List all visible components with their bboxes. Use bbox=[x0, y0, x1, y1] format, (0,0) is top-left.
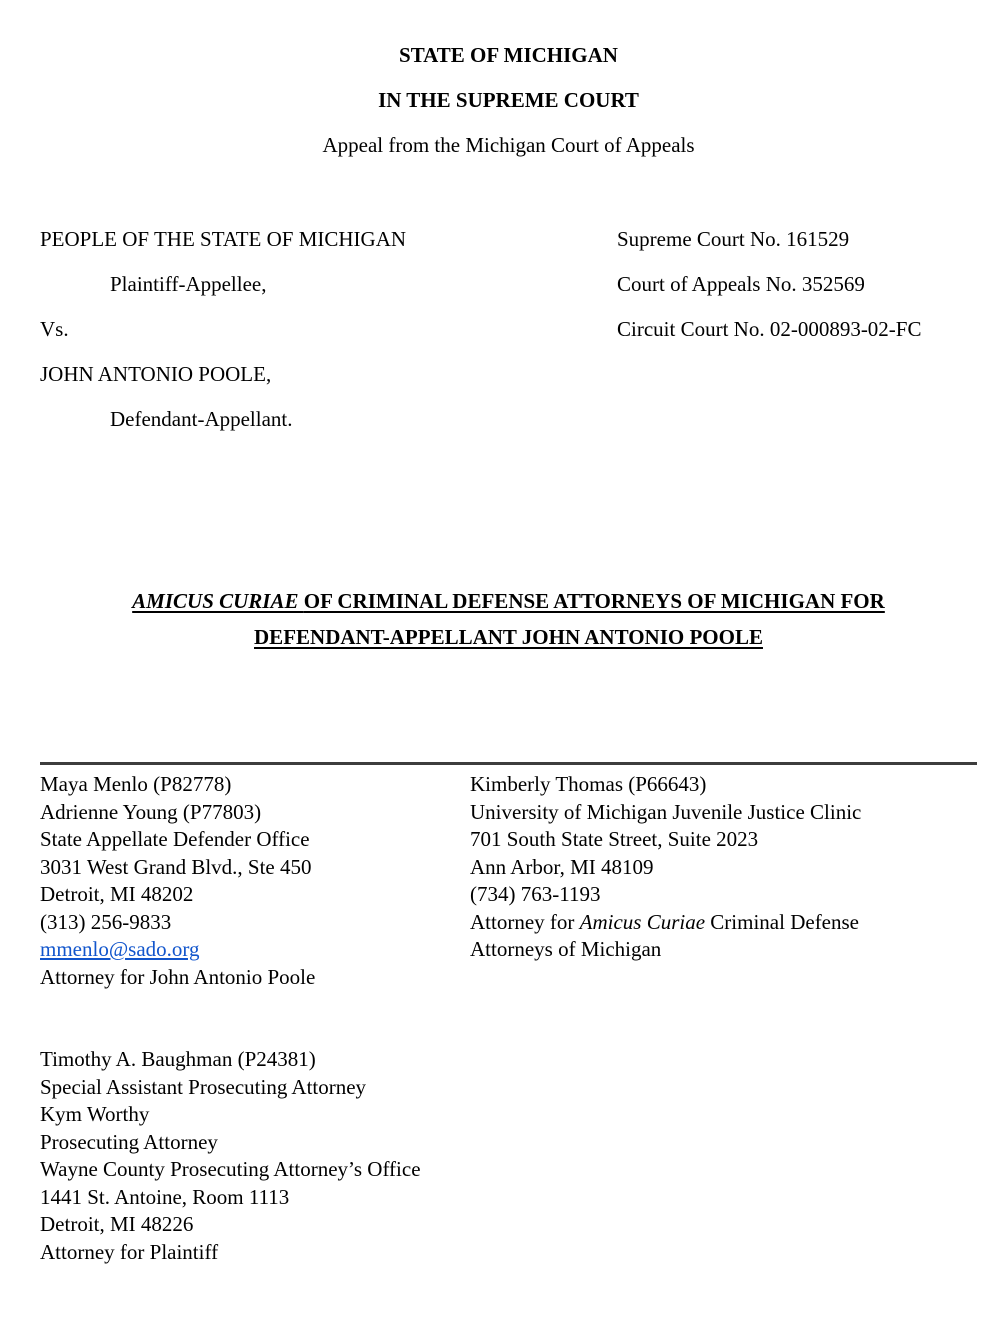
counsel-line: (313) 256-9833 bbox=[40, 909, 172, 934]
court-header bbox=[40, 33, 977, 168]
supreme-court-number: Supreme Court No. 161529 bbox=[617, 227, 850, 251]
versus-label: Vs. bbox=[40, 317, 69, 341]
brief-title-line-1-rest: OF CRIMINAL DEFENSE ATTORNEYS OF MICHIGAN FOR bbox=[303, 589, 885, 613]
amicus-curiae-italic: Amicus Curiae bbox=[579, 909, 706, 934]
counsel-line: 1441 St. Antoine, Room 1113 bbox=[40, 1184, 290, 1209]
counsel-block-amicus bbox=[470, 771, 977, 991]
brief-title-line-1 bbox=[40, 583, 977, 619]
counsel-line: Kimberly Thomas (P66643) bbox=[470, 772, 707, 796]
counsel-line: Prosecuting Attorney bbox=[40, 1129, 218, 1154]
party-name-plaintiff: PEOPLE OF THE STATE OF MICHIGAN bbox=[40, 227, 407, 251]
counsel-line: Adrienne Young (P77803) bbox=[40, 799, 262, 824]
party-name-defendant: JOHN ANTONIO POOLE, bbox=[40, 362, 272, 386]
counsel-role-line: Attorney for Plaintiff bbox=[40, 1239, 219, 1264]
counsel-line: Kym Worthy bbox=[40, 1102, 150, 1126]
counsel-block-plaintiff bbox=[40, 1046, 977, 1266]
header-appeal-origin: Appeal from the Michigan Court of Appeals bbox=[322, 133, 695, 157]
header-state: STATE OF MICHIGAN bbox=[399, 43, 618, 67]
caption-parties bbox=[40, 217, 617, 442]
counsel-line: 701 South State Street, Suite 2023 bbox=[470, 827, 759, 851]
counsel-line: Timothy A. Baughman (P24381) bbox=[40, 1047, 316, 1071]
counsel-line: 3031 West Grand Blvd., Ste 450 bbox=[40, 854, 312, 879]
counsel-line: Detroit, MI 48226 bbox=[40, 1212, 194, 1236]
counsel-line: University of Michigan Juvenile Justice Clinic bbox=[470, 799, 862, 824]
counsel-line: (734) 763-1193 bbox=[470, 882, 601, 906]
circuit-court-number: Circuit Court No. 02-000893-02-FC bbox=[617, 317, 922, 341]
counsel-listing bbox=[40, 771, 977, 991]
counsel-role-line-2: Attorneys of Michigan bbox=[470, 937, 662, 961]
counsel-line: State Appellate Defender Office bbox=[40, 827, 310, 851]
counsel-line: Ann Arbor, MI 48109 bbox=[470, 854, 654, 879]
counsel-line: Maya Menlo (P82778) bbox=[40, 772, 232, 796]
appeals-court-number: Court of Appeals No. 352569 bbox=[617, 272, 865, 296]
amicus-curiae-italic: AMICUS CURIAE bbox=[132, 589, 299, 613]
email-link[interactable]: mmenlo@sado.org bbox=[40, 937, 200, 961]
caption-case-numbers bbox=[617, 217, 977, 442]
counsel-role-line: Attorney for Amicus Curiae Criminal Defense bbox=[470, 909, 859, 934]
counsel-line: Detroit, MI 48202 bbox=[40, 882, 194, 906]
party-role-plaintiff: Plaintiff-Appellee, bbox=[110, 272, 267, 296]
counsel-role-line: Attorney for John Antonio Poole bbox=[40, 964, 316, 989]
header-court: IN THE SUPREME COURT bbox=[378, 88, 639, 112]
brief-title-line-2: DEFENDANT-APPELLANT JOHN ANTONIO POOLE bbox=[254, 625, 763, 649]
counsel-line: Special Assistant Prosecuting Attorney bbox=[40, 1074, 367, 1099]
caption-divider-rule bbox=[40, 762, 977, 765]
brief-title bbox=[40, 583, 977, 655]
case-caption bbox=[40, 217, 977, 442]
counsel-block-defendant bbox=[40, 771, 470, 991]
counsel-line: Wayne County Prosecuting Attorney’s Office bbox=[40, 1157, 421, 1181]
counsel-email-line bbox=[40, 936, 470, 964]
party-role-defendant: Defendant-Appellant. bbox=[110, 407, 293, 431]
